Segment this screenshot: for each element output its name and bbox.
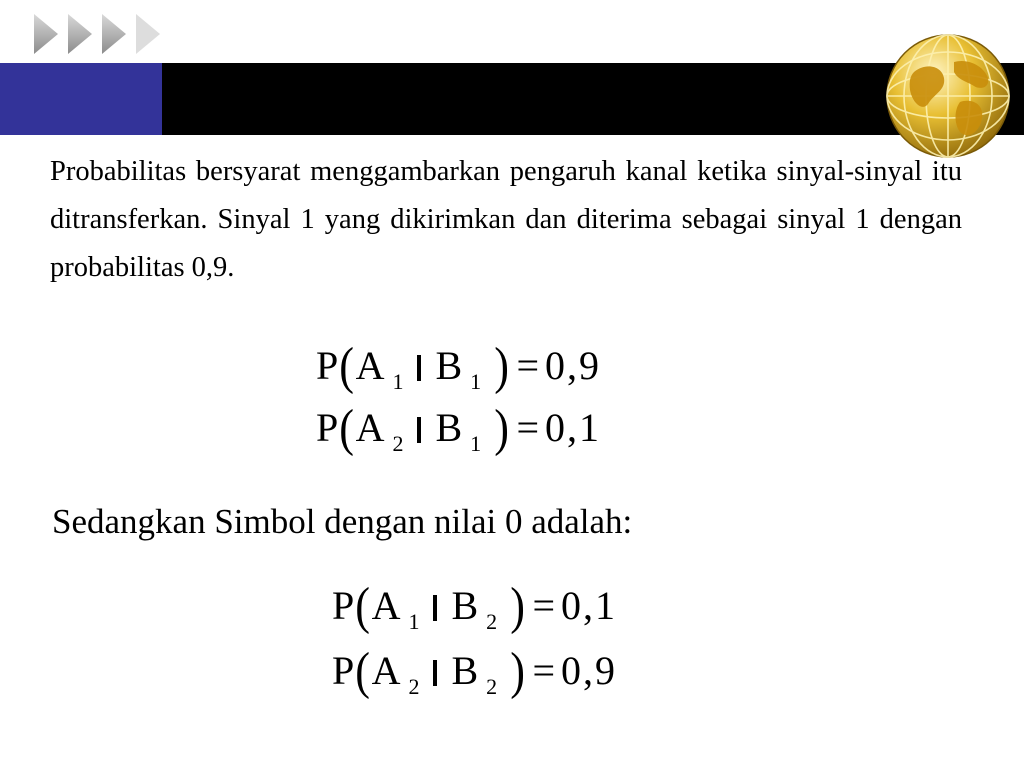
given-bar bbox=[417, 355, 421, 381]
event-a-subscript: 2 bbox=[408, 674, 420, 699]
body-paragraph: Probabilitas bersyarat menggambarkan pengaruh kanal ketika sinyal-sinyal itu ditransferkan. Sinyal 1 yang dikirimkan dan diterima sebagai sinyal 1 dengan probabilitas 0,9. bbox=[50, 156, 962, 283]
left-paren: ( bbox=[339, 400, 355, 457]
event-b-subscript: 2 bbox=[486, 609, 498, 634]
right-paren: ) bbox=[510, 578, 526, 635]
left-paren: ( bbox=[355, 578, 371, 635]
given-bar bbox=[433, 595, 437, 621]
header-accent-bar bbox=[0, 63, 162, 135]
event-a-subscript: 1 bbox=[408, 609, 420, 634]
equals-sign: = bbox=[532, 648, 556, 693]
left-paren: ( bbox=[339, 338, 355, 395]
event-a: A bbox=[355, 343, 385, 388]
equals-sign: = bbox=[516, 405, 540, 450]
given-bar bbox=[417, 417, 421, 443]
equals-sign: = bbox=[532, 583, 556, 628]
probability-value: 0,1 bbox=[561, 583, 618, 628]
event-a: A bbox=[371, 648, 401, 693]
probability-value: 0,9 bbox=[561, 648, 618, 693]
event-b: B bbox=[435, 343, 463, 388]
right-paren: ) bbox=[494, 338, 510, 395]
function-symbol: P bbox=[332, 583, 355, 628]
equation-p-a2-given-b1 bbox=[316, 400, 602, 457]
event-b: B bbox=[435, 405, 463, 450]
event-a: A bbox=[371, 583, 401, 628]
probability-value: 0,9 bbox=[545, 343, 602, 388]
event-b-subscript: 1 bbox=[470, 369, 482, 394]
left-paren: ( bbox=[355, 643, 371, 700]
right-paren: ) bbox=[510, 643, 526, 700]
equation-p-a1-given-b1 bbox=[316, 338, 602, 395]
function-symbol: P bbox=[316, 343, 339, 388]
event-b: B bbox=[451, 648, 479, 693]
chevron-arrows-icon bbox=[34, 14, 164, 54]
equation-p-a2-given-b2 bbox=[332, 643, 618, 700]
event-b-subscript: 2 bbox=[486, 674, 498, 699]
event-a-subscript: 2 bbox=[392, 431, 404, 456]
event-a-subscript: 1 bbox=[392, 369, 404, 394]
right-paren: ) bbox=[494, 400, 510, 457]
event-a: A bbox=[355, 405, 385, 450]
event-b-subscript: 1 bbox=[470, 431, 482, 456]
given-bar bbox=[433, 660, 437, 686]
probability-value: 0,1 bbox=[545, 405, 602, 450]
equals-sign: = bbox=[516, 343, 540, 388]
section-heading: Sedangkan Simbol dengan nilai 0 adalah: bbox=[52, 502, 633, 541]
function-symbol: P bbox=[316, 405, 339, 450]
globe-icon bbox=[884, 32, 1012, 160]
event-b: B bbox=[451, 583, 479, 628]
function-symbol: P bbox=[332, 648, 355, 693]
equation-p-a1-given-b2 bbox=[332, 578, 618, 635]
